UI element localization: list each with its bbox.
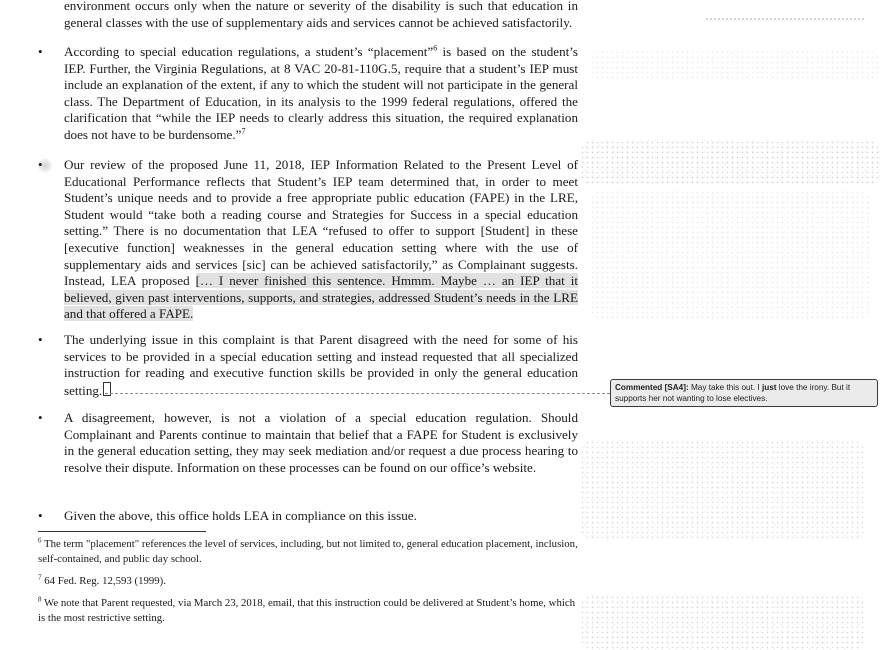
footnote-ref-7[interactable]: 7 xyxy=(241,126,246,136)
bullet-text: A disagreement, however, is not a violation of a special education regulation. Should Complainant and Parents continue to maintain that belief that a FAPE for Student is exclusively in the general education setting, they may seek mediation and/or request a due process hearing to resolve their dispute. Information on these processes can be found on our office’s website. xyxy=(64,410,578,475)
bullet-text: Our review of the proposed June 11, 2018, IEP Information Related to the Present Level of Educational Performance reflects that Student’s IEP team determined that, in order to meet Student’s unique needs and to provide a free appropriate public education (FAPE) in the LRE, Student would “take both a reading course and Strategies for Success in a special education setting.” There is no documentation that LEA “refused to offer to support [Student] in these [executive function] weaknesses in the general education setting where with the use of supplementary aids and services [sic] can be achieved satisfactorily,” as Complainant suggests. Instead, LEA proposed [… I never finished this sentence. Hmmm. Maybe … an IEP that it believed, given past interventions, supports, and strategies, addressed Student’s needs in the LRE and that offered a FAPE. xyxy=(64,157,578,322)
lead-paragraph: environment occurs only when the nature or severity of the disability is such that education in general classes with the use of supplementary aids and services cannot be achieved satisfactorily. xyxy=(64,0,578,30)
bullet-icon: • xyxy=(38,332,43,347)
bullet-icon: • xyxy=(38,410,43,425)
bullet-compliance xyxy=(38,508,578,525)
bullet-icon: • xyxy=(38,157,52,174)
bullet-text: The underlying issue in this complaint is that Parent disagreed with the need for some of his services to be provided in a special education setting and instead requested that all specialized instruction for reading and executive function skills be provided in only the general education setting. xyxy=(64,332,578,398)
footnote-8: $^8$ We note that Parent requested, via March 23, 2018, email, that this instruction could be delivered at Student’s home, which is the most restrictive setting. xyxy=(38,595,576,624)
bullet-text: Given the above, this office holds LEA in compliance on this issue. xyxy=(64,508,417,523)
bullet-icon: • xyxy=(38,44,43,59)
bullet-underlying-issue xyxy=(38,332,578,399)
comment-connector-line xyxy=(105,393,610,394)
footnote-7: $^7$ 64 Fed. Reg. 12,593 (1999). xyxy=(38,573,166,587)
bullet-disagreement xyxy=(38,410,578,476)
comment-text: May take this out. I xyxy=(688,383,762,392)
footnote-6: $^6$ The term "placement" references the level of services, including, but not limited to, general education placement, inclusion, self-contained, and public day school. xyxy=(38,536,578,565)
footnote-separator xyxy=(38,531,206,532)
comment-emphasis: just xyxy=(761,383,777,392)
bullet-iep-review xyxy=(38,157,578,323)
footnotes xyxy=(38,537,578,633)
comment-margin xyxy=(580,0,884,650)
comment-text-rest: love the irony. But it supports her not wanting to lose electives. xyxy=(615,383,851,403)
highlighted-draft-text[interactable]: [… I never finished this sentence. Hmmm. Maybe … an IEP that it believed, given past interventions, supports, and strategies, addressed Student’s needs in the LRE and that offered a FAPE. xyxy=(64,273,578,322)
footnote-ref-6[interactable]: 6 xyxy=(433,43,438,53)
bullet-text: According to special education regulations, a student’s “placement”$^6$ is based on the student’s IEP. Further, the Virginia Regulations, at 8 VAC 20-81-110G.5, require that a student’s IEP must include an explanation of the extent, if any to which the student will not participate in the general class. The Department of Education, in its analysis to the 1999 federal regulations, offered the clarification that “while the IEP needs to clearly address this situation, the required explanation does not have to be burdensome.”$^7$ xyxy=(64,43,578,142)
comment-balloon[interactable] xyxy=(610,379,878,407)
comment-author: Commented [SA4]: xyxy=(615,383,689,392)
bullet-icon: • xyxy=(38,508,43,523)
bullet-placement xyxy=(38,44,578,144)
